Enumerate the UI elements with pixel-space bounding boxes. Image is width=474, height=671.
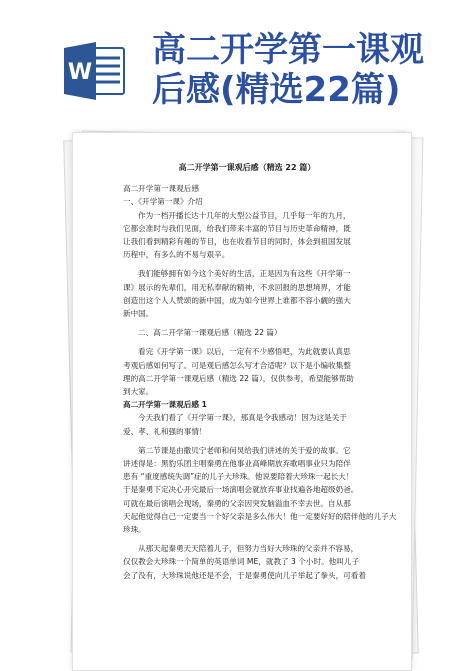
- document-body: [123, 161, 397, 582]
- text-line: 到大家。: [123, 387, 154, 397]
- text-line: 第二节课是由撒贝宁老师和何炅给我们讲述的关于爱的故事。它: [138, 445, 351, 455]
- text-line: 可就在最后演唱会现场，秦勇的父亲因突发脑溢血不幸去世。自从那: [123, 498, 351, 508]
- text-line: 二、高二开学第一课观后感（精选 22 篇）: [138, 328, 282, 338]
- paragraph: [123, 326, 371, 339]
- banner-title-line1: 高二开学第一课观: [152, 30, 424, 70]
- text-line: 今天我们看了《开学第一课》，那真是令我感动！因为这是关于: [138, 413, 347, 423]
- paragraph: [123, 182, 371, 195]
- text-line: 于是秦勇下定决心开完最后一场演唱会就放弃事业找遍各地超级奶爸。: [123, 485, 359, 495]
- text-line: 从那天起秦勇天天陪着儿子，但努力当好大珍珠的父亲并不容易，: [138, 544, 359, 554]
- word-app-icon: [64, 42, 126, 100]
- paragraph: [123, 195, 371, 208]
- text-line: 患有 “重度感统失调”症的儿子大珍珠。他说要陪着大珍珠一起长大！: [123, 472, 354, 482]
- text-line: 历程中，有多么的不易与艰辛。: [123, 250, 230, 260]
- paragraph: [123, 267, 371, 320]
- text-line: 一、《开学第一课》介绍: [123, 197, 203, 207]
- banner-title-line2: 后感(精选22篇): [152, 70, 401, 110]
- text-line: 仅仅教会大珍珠一个简单的英语单词 ME，就教了 3 个小时。他叫儿子: [123, 557, 360, 567]
- text-line: 讲述得是：黑豹乐团主唱秦勇在他事业高峰期放弃歌唱事业只为陪伴: [123, 459, 351, 469]
- text-line: 会了没有，大珍珠说他还是不会，于是秦勇使向儿子举起了拳头，可看着: [123, 570, 366, 580]
- text-line: 珍珠。: [123, 525, 146, 535]
- text-line: 考观后感如何写了。可是观后感怎么写才合适呢？以下是小编收集整: [123, 360, 351, 370]
- document-title: 高二开学第一课观后感（精选 22 篇）: [178, 163, 316, 172]
- text-line: 作为一档开播长达十几年的大型公益节目，几乎每一年的九月，: [138, 210, 351, 220]
- text-line: 新中国。: [123, 309, 154, 319]
- document-page: [72, 132, 412, 671]
- text-line: 我们能够拥有如今这个美好的生活，正是因为有这些《开学第一: [138, 269, 351, 279]
- text-line: 看完《开学第一课》以后，一定有不少感悟吧，为此就要认真思: [138, 347, 351, 357]
- text-line: 课》展示的先辈们，用无私奉献的精神，不求回报的思想境界，才能: [123, 282, 351, 292]
- text-line: 爱、孝、礼和强的事情！: [123, 426, 207, 436]
- text-line: 高二开学第一课观后感: [123, 184, 199, 194]
- text-line: 让我们看到精彩有趣的节目，也在收看节目的同时，体会到祖国发展: [123, 237, 351, 247]
- text-line: 天起他觉得自己一定要当一个好父亲是多么伟大！他一定要好好的陪伴他的儿子大: [123, 511, 397, 521]
- section-heading: [123, 398, 371, 411]
- document-paragraphs: [123, 182, 397, 582]
- text-line: 创造出这个人人赞颂的新中国，成为如今世界上谁都不容小觑的强大: [123, 295, 351, 305]
- paragraph: [123, 209, 371, 262]
- paragraph: [123, 542, 371, 582]
- banner-title: [152, 30, 452, 110]
- paragraph: [123, 411, 371, 437]
- text-line: 它都会准时与我们见面，给我们带来丰富的节目与历史革命精神，既: [123, 223, 351, 233]
- paragraph: [123, 444, 397, 536]
- paragraph: [123, 345, 371, 398]
- text-line: 理的高二开学第一课观后感（精选 22 篇），仅供参考，希望能够帮助: [123, 373, 354, 383]
- text-line: 高二开学第一课观后感 1: [123, 400, 207, 410]
- svg-text:W: W: [67, 60, 93, 85]
